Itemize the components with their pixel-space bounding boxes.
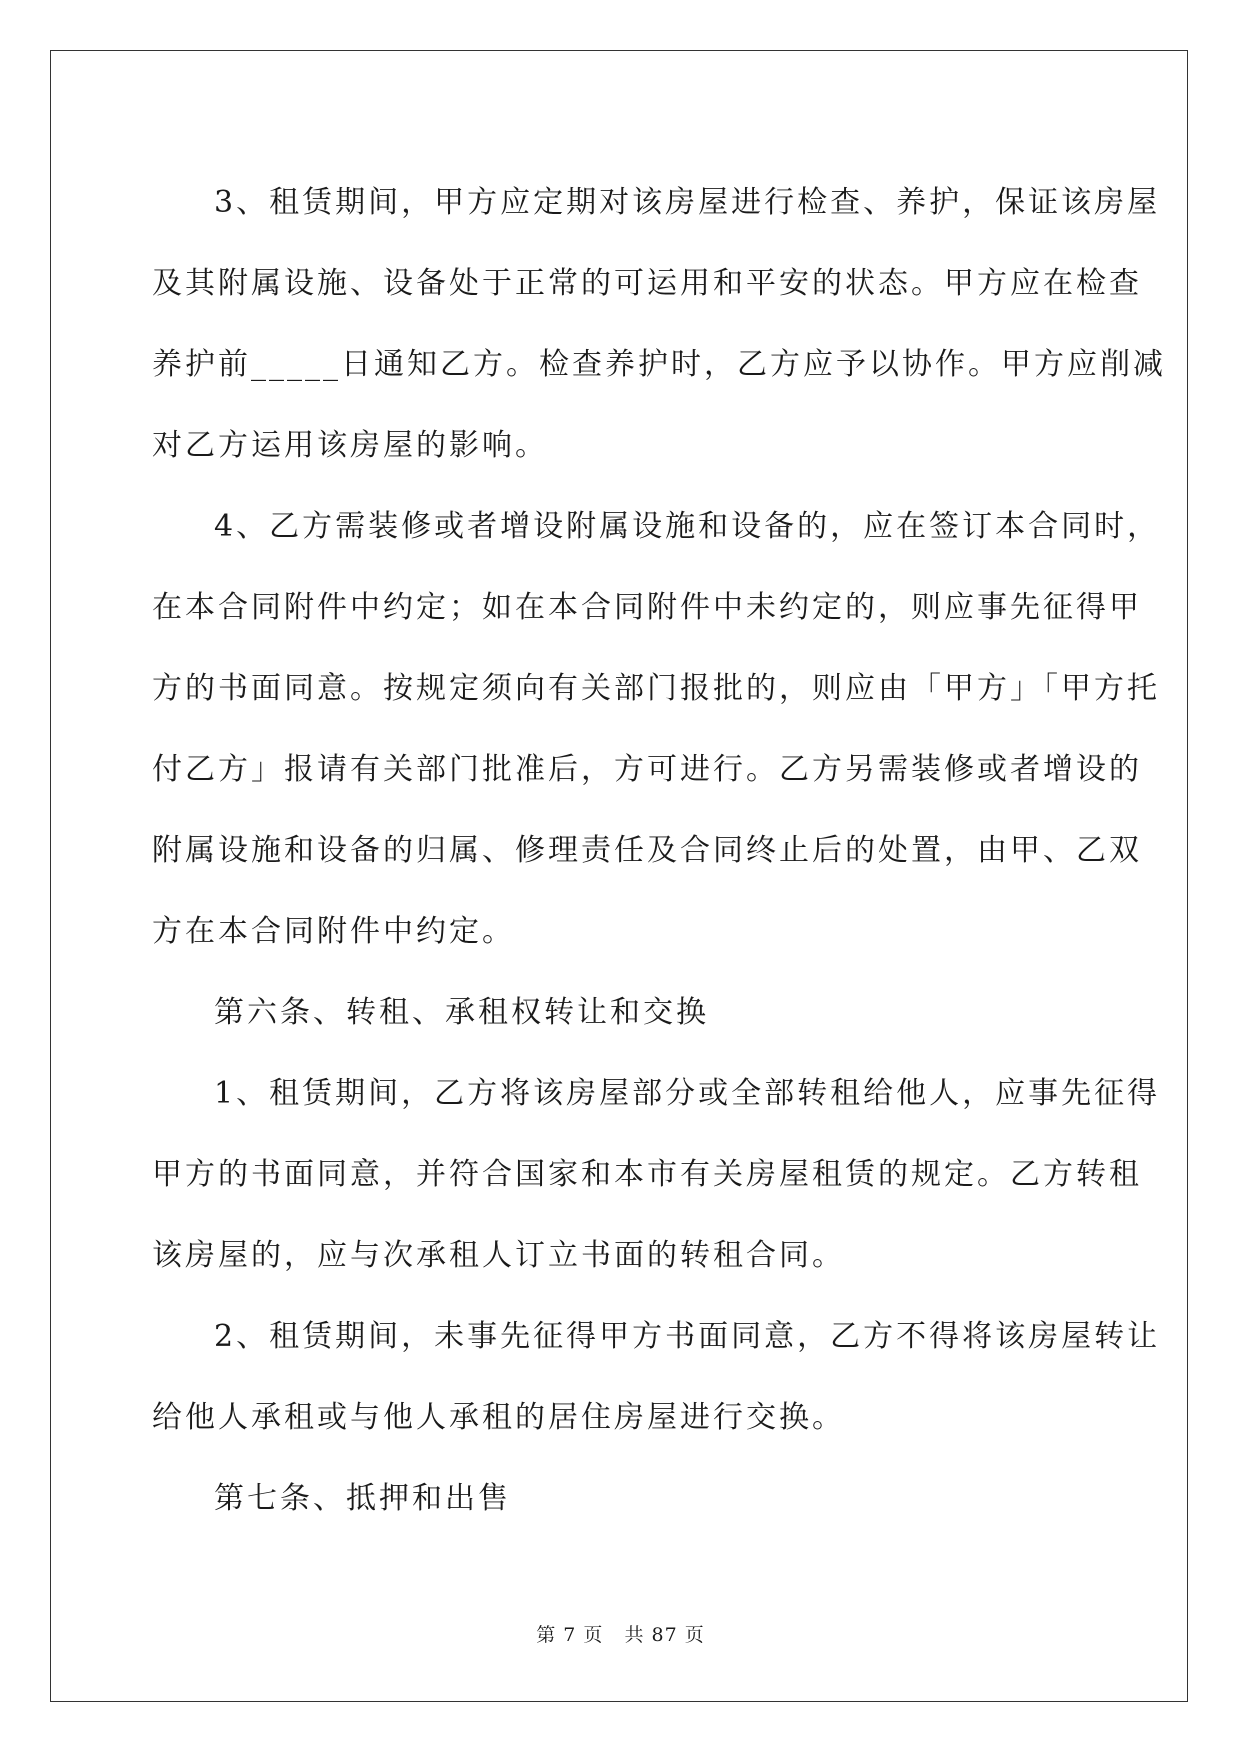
clause-paragraph: [152, 1053, 1161, 1296]
text-line: 3、租赁期间，甲方应定期对该房屋进行检查、养护，保证该房屋: [214, 185, 1161, 220]
text-line: 附属设施和设备的归属、修理责任及合同终止后的处置，由甲、乙双: [152, 833, 1142, 868]
article-heading: 第六条、转租、承租权转让和交换: [214, 995, 709, 1030]
clause-paragraph: [152, 162, 1166, 486]
text-line: 在本合同附件中约定；如在本合同附件中未约定的，则应事先征得甲: [152, 590, 1142, 625]
text-line: 养护前_____日通知乙方。检查养护时，乙方应予以协作。甲方应削减: [152, 347, 1166, 382]
text-line: 2、租赁期间，未事先征得甲方书面同意，乙方不得将该房屋转让: [214, 1319, 1161, 1354]
article-heading: 第七条、抵押和出售: [214, 1481, 511, 1516]
page-total: 共 87 页: [624, 1624, 705, 1646]
text-line: 给他人承租或与他人承租的居住房屋进行交换。: [152, 1400, 845, 1435]
document-body: [152, 162, 1166, 1539]
text-line: 1、租赁期间，乙方将该房屋部分或全部转租给他人，应事先征得: [214, 1076, 1161, 1111]
text-line: 4、乙方需装修或者增设附属设施和设备的，应在签订本合同时，: [214, 509, 1161, 544]
clause-paragraph: [152, 486, 1161, 972]
text-line: 及其附属设施、设备处于正常的可运用和平安的状态。甲方应在检查: [152, 266, 1142, 301]
page-footer: [0, 1620, 1241, 1647]
text-line: 付乙方」报请有关部门批准后，方可进行。乙方另需装修或者增设的: [152, 752, 1142, 787]
text-line: 对乙方运用该房屋的影响。: [152, 428, 548, 463]
clause-paragraph: [152, 1296, 1161, 1458]
text-line: 该房屋的，应与次承租人订立书面的转租合同。: [152, 1238, 845, 1273]
text-line: 方的书面同意。按规定须向有关部门报批的，则应由「甲方」「甲方托: [152, 671, 1160, 706]
page-number: 第 7 页: [536, 1624, 604, 1646]
text-line: 方在本合同附件中约定。: [152, 914, 515, 949]
text-line: 甲方的书面同意，并符合国家和本市有关房屋租赁的规定。乙方转租: [152, 1157, 1142, 1192]
